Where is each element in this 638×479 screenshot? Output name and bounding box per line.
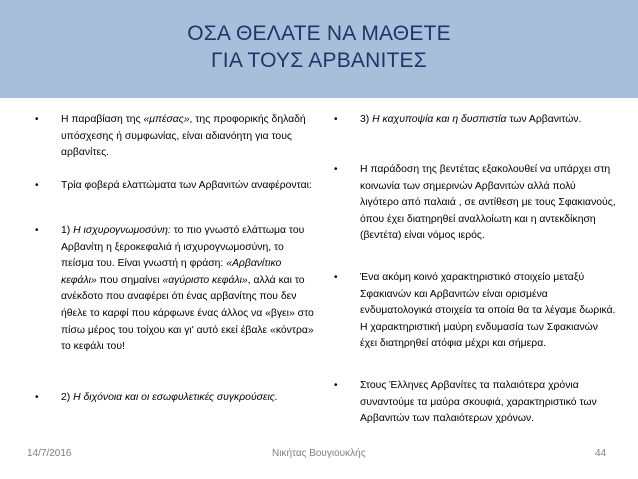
bullet-item: • Η παράδοση της βεντέτας εξακολουθεί να υπάρχει στη κοινωνία των σημερινών Αρβανιτών αλλά πολύ λιγότερο από παλαιά , σε αντίθεση με τους Σφακιανούς, όπου έχει διατηρηθεί αναλλοίωτη και η αντεκδίκηση (βεντέτα) είναι νόμος ιερός. [334, 164, 616, 242]
page-number: 44 [595, 448, 607, 459]
footer-author: Νικήτας Βουγιουκλής [272, 448, 366, 459]
bullet-item: • Τρία φοβερά ελαττώματα των Αρβανιτών αναφέρονται: [33, 178, 315, 223]
bullet-icon: • [334, 272, 338, 283]
bullet-icon: • [334, 164, 338, 175]
bullet-item: • Ένα ακόμη κοινό χαρακτηριστικό στοιχείο μεταξύ Σφακιανών και Αρβανιτών είναι ορισμένα ενδυματολογικά στοιχεία τα οποία θα τα λέγαμε δωρικά. Η χαρακτηριστική μαύρη ενδυμασία των Σφακιανών έχει διατηρηθεί ατόφια μέχρι και σήμερα. [334, 272, 616, 350]
bullet-icon: • [35, 392, 39, 403]
bullet-icon: • [334, 380, 338, 391]
title-line-1: ΟΣΑ ΘΕΛΑΤΕ ΝΑ ΜΑΘΕΤΕ [187, 22, 451, 45]
bullet-icon: • [334, 114, 338, 125]
bullet-item: • 1) Η ισχυρογνωμοσύνη: το πιο γνωστό ελάττωμα του Αρβανίτη η ξεροκεφαλιά ή ισχυρογνωμοσύνη, το πείσμα του. Είναι γνωστή η φράση: «Αρβανίτικο κεφάλι» που σημαίνει «αγύριστο κεφάλι», αλλά και το ανέκδοτο που αναφέρει ότι ένας αρβανίτης που δεν ήθελε το καρφί που κάρφωνε ένας άλλος να «βγει» στο πίσω μέρος του τοίχου και γι' αυτό εκεί έβαλε «κόντρα» το κεφάλι του! [35, 225, 314, 353]
left-column [33, 112, 315, 407]
title-banner [0, 0, 638, 98]
footer-date: 14/7/2016 [27, 448, 72, 459]
bullet-item: • Η παραβίαση της «μπέσας», της προφορικής δηλαδή υπόσχεσης ή συμφωνίας, είναι αδιανόητη για τους αρβανίτες. [35, 114, 306, 159]
title-line-2: ΓΙΑ ΤΟΥΣ ΑΡΒΑΝΙΤΕΣ [211, 49, 427, 72]
bullet-icon: • [35, 225, 39, 236]
bullet-icon: • [35, 114, 39, 125]
bullet-item: • 3) Η καχυποψία και η δυσπιστία των Αρβανιτών. [332, 112, 617, 162]
bullet-icon: • [35, 180, 39, 191]
bullet-item: • Στους Έλληνες Αρβανίτες τα παλαιότερα χρόνια συναντούμε τα μαύρα σκουφιά, χαρακτηριστικό των Αρβανιτών των παλαιότερων χρόνων. [334, 380, 597, 425]
right-column [332, 112, 617, 428]
bullet-item: • 2) Η διχόνοια και οι εσωφυλετικές συγκρούσεις. [33, 390, 315, 407]
